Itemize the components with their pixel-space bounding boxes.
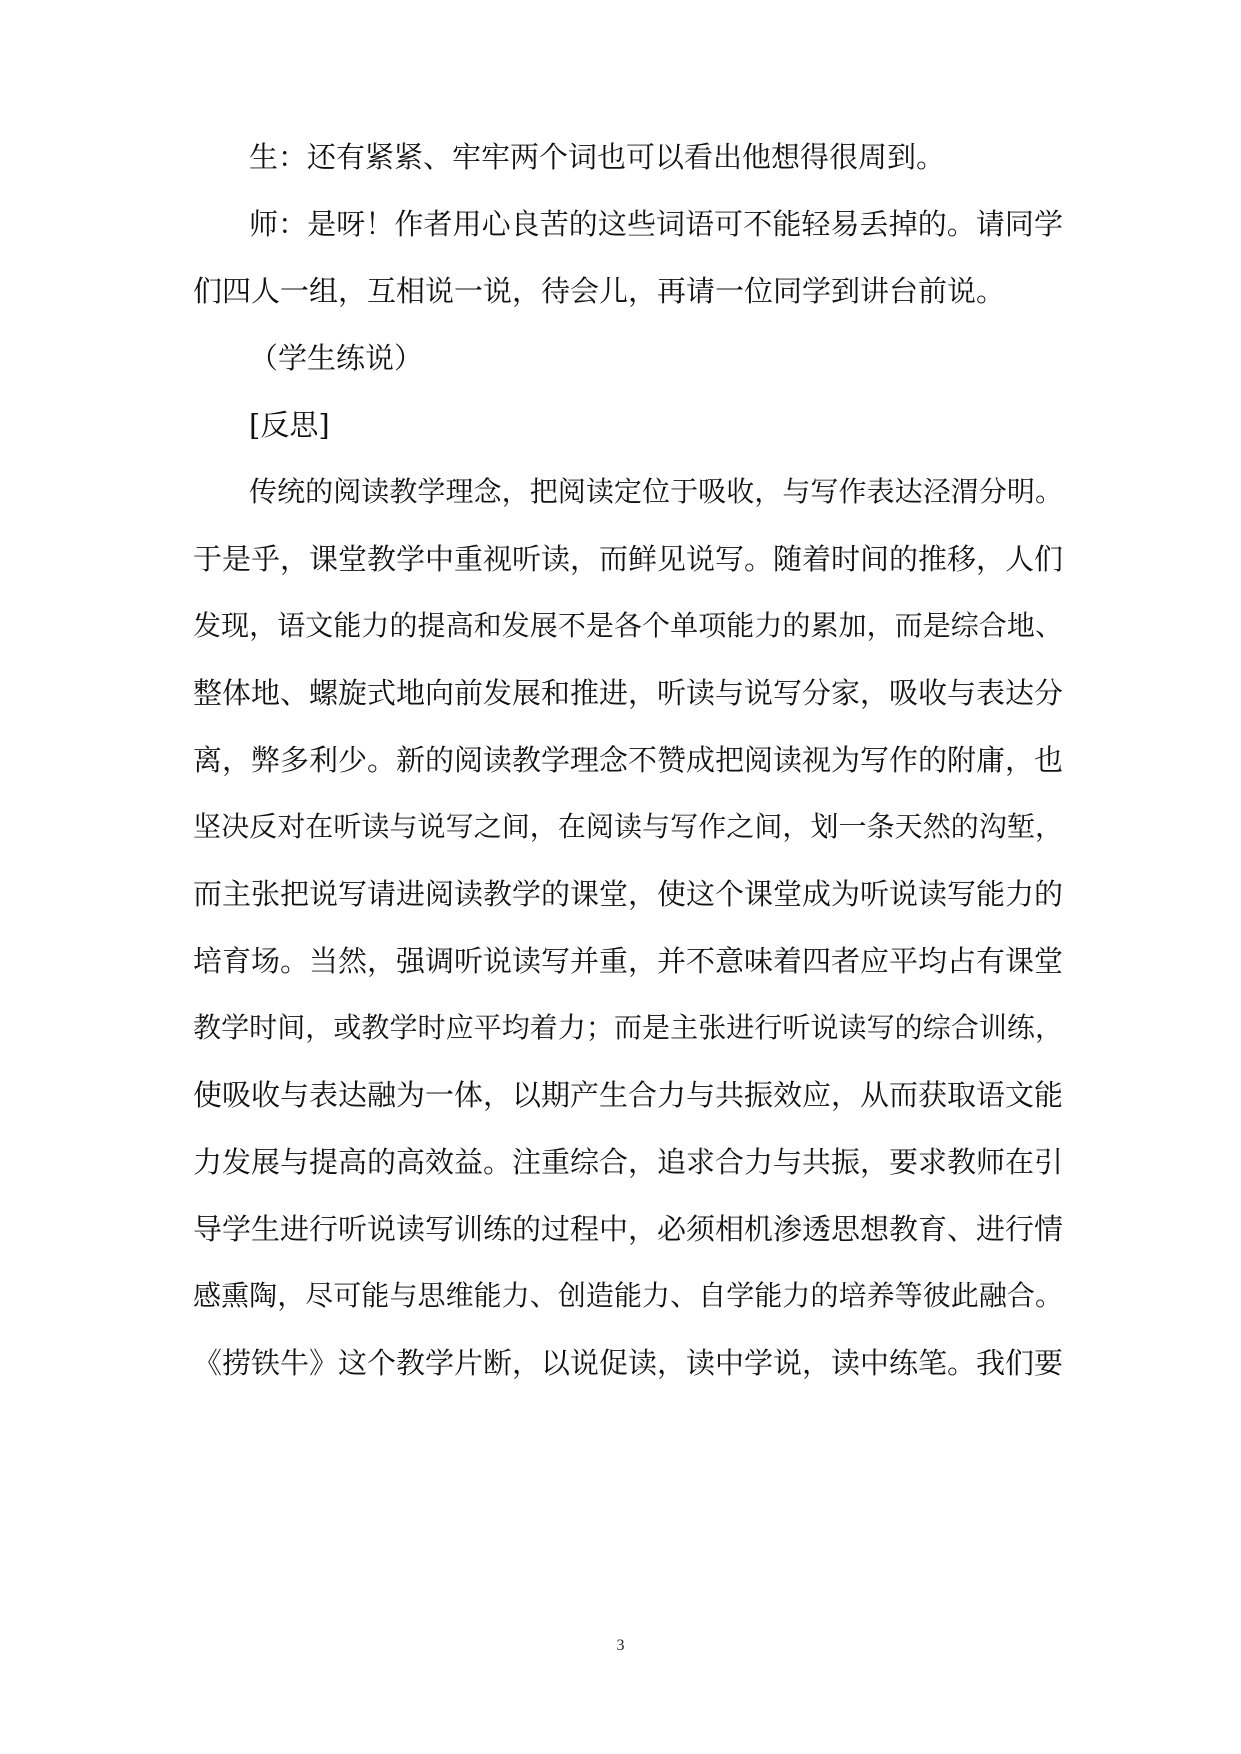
text-line: 而主张把说写请进阅读教学的课堂，使这个课堂成为听说读写能力的: [193, 877, 1064, 911]
text-line: （学生练说）: [249, 341, 424, 375]
text-line: 教学时间，或教学时应平均着力；而是主张进行听说读写的综合训练，: [193, 1011, 1063, 1044]
page-number: 3: [616, 1637, 625, 1654]
text-line: 发现，语文能力的提高和发展不是各个单项能力的累加，而是综合地、: [193, 609, 1063, 642]
text-line: 师：是呀！作者用心良苦的这些词语可不能轻易丢掉的。请同学: [249, 207, 1063, 241]
text-line: 使吸收与表达融为一体，以期产生合力与共振效应，从而获取语文能: [193, 1078, 1064, 1112]
text-line: 《捞铁牛》这个教学片断，以说促读，读中学说，读中练笔。我们要: [193, 1346, 1064, 1380]
text-line: 离，弊多利少。新的阅读教学理念不赞成把阅读视为写作的附庸，也: [193, 743, 1064, 777]
text-line: 整体地、螺旋式地向前发展和推进，听读与说写分家，吸收与表达分: [193, 676, 1064, 710]
text-line: 们四人一组，互相说一说，待会儿，再请一位同学到讲台前说。: [193, 274, 1006, 308]
text-line: 力发展与提高的高效益。注重综合，追求合力与共振，要求教师在引: [193, 1145, 1064, 1179]
text-line: 坚决反对在听读与说写之间，在阅读与写作之间，划一条天然的沟堑，: [193, 810, 1063, 843]
section-heading: [反思]: [249, 408, 330, 442]
text-line: 传统的阅读教学理念，把阅读定位于吸收，与写作表达泾渭分明。: [249, 475, 1063, 508]
text-line: 于是乎，课堂教学中重视听读，而鲜见说写。随着时间的推移，人们: [193, 542, 1064, 576]
text-line: 培育场。当然，强调听说读写并重，并不意味着四者应平均占有课堂: [193, 944, 1064, 978]
text-line: 感熏陶，尽可能与思维能力、创造能力、自学能力的培养等彼此融合。: [193, 1279, 1063, 1312]
text-line: 生：还有紧紧、牢牢两个词也可以看出他想得很周到。: [249, 140, 946, 174]
text-line: 导学生进行听说读写训练的过程中，必须相机渗透思想教育、进行情: [193, 1212, 1064, 1246]
